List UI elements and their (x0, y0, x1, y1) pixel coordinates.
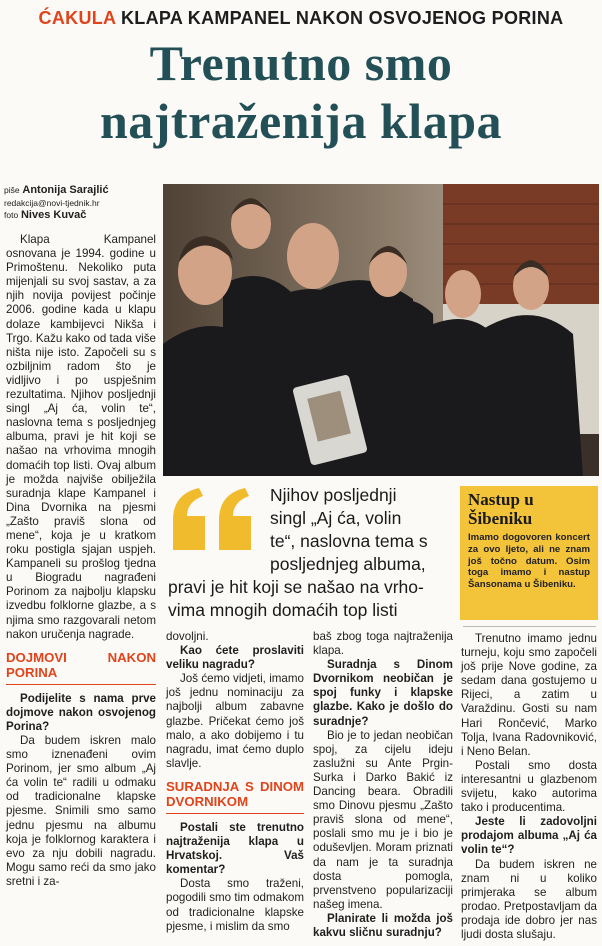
divider (463, 626, 596, 627)
kicker-section: ĆAKULA (38, 8, 116, 28)
question-3: Postali ste trenutno najtraženija klapa u Hrvatskoj. Vaš komentar? (166, 820, 304, 877)
byline: piše Antonija Sarajlić redakcija@novi-tjednik.hr foto Nives Kuvač (4, 184, 162, 222)
headline-line2: najtraženija klapa (99, 93, 503, 149)
pullquote-right: Njihov posljednji singl „Aj ća, volin te“, naslovna tema s posljednjeg albuma, (270, 485, 428, 574)
kicker (0, 8, 602, 29)
question-1: Podijelite s nama prve dojmove nakon osvojenog Porina? (6, 691, 156, 733)
author-email: redakcija@novi-tjednik.hr (4, 198, 100, 208)
subhead-dojmovi: DOJMOVI NAKON PORINA (6, 650, 156, 685)
headline-line1: Trenutno smo (149, 35, 453, 91)
headline (0, 34, 602, 150)
author-name: Antonija Sarajlić (22, 184, 109, 196)
kicker-topic: KLAPA KAMPANEL NAKON OSVOJENOG PORINA (120, 8, 564, 28)
answer-2: Još ćemo vidjeti, imamo još jednu nominaciju za najbolji album zabavne glazbe. Pričekat ćemo još malo, a ako dobijemo i tu nagradu, imat ćemo duplo slavlje. (166, 672, 304, 770)
answer-4: Bio je to jedan neobičan spoj, za cijelu ideju zaslužni su Ante Prgin-Surka i Darko Bakić iz Dancing beara. Obradili smo Dinovu pjesmu „Zašto praviš slona od mene“, poslali smo mu je i bio je oduševljen. Moram priznati da nam je ta suradnja dosta pomogla, prvenstveno popularizaciji našeg imena. (313, 728, 453, 911)
sidebar-text: Imamo dogovoren koncert za ovo ljeto, ali ne znam još točno datum. Osim toga imamo i nastup Šansonama u Šibeniku. (468, 532, 590, 591)
answer-5: Trenutno imamo jednu turneju, koju smo započeli još prije Nove godine, za sedam dana gostujemo u Rijeci, a zatim u Varaždinu. Gosti su nam Hari Rončević, Marko Tolja, Ivana Radovniković, i Neno Belan. (461, 632, 597, 758)
pullquote-full: pravi je hit koji se našao na vrho- vima mnogih domaćih top listi (168, 577, 424, 620)
column-4 (461, 632, 597, 942)
column-2: dovoljni. Kao ćete proslaviti veliku nagradu? Još ćemo vidjeti, imamo još jednu nominaciju za najbolji album zabavne glazbe. Pričekat ćemo još malo, a ako dobijemo i tu nagradu, imat ćemo duplo slavlje. SURADNJA S DINOM DVORNIKOM Postali ste trenutno najtraženija klapa u Hrvatskoj. Vaš komentar? Dosta smo traženi, pogodili smo tim odmakom od tradicionalne klapske pjesme, i mislim da smo (166, 630, 304, 933)
answer-6: Da budem iskren ne znam ni u koliko primjeraka se album prodao. Pretpostavljam da prodaja ide dobro jer nas ljudi dosta slušaju. (461, 857, 597, 941)
question-4: Suradnja s Dinom Dvornikom neobičan je spoj funky i klapske glazbe. Kako je došlo do suradnje? (313, 658, 453, 728)
column-1 (6, 233, 156, 889)
column-3: baš zbog toga najtraženija klapa. Suradnja s Dinom Dvornikom neobičan je spoj funky i klapske glazbe. Kako je došlo do suradnje? Bio je to jedan neobičan spoj, za cijelu ideju zaslužni su Ante Prgin-Surka i Darko Bakić iz Dancing beara. Obradili smo Dinovu pjesmu „Zašto praviš slona od mene“, poslali smo mu je i bio je oduševljen. Moram priznati da nam je ta suradnja dosta pomogla, prvenstveno popularizaciji našeg imena. Planirate li možda još kakvu sličnu suradnju? (313, 630, 453, 939)
answer-3: Dosta smo traženi, pogodili smo tim odmakom od tradicionalne klapske pjesme, i mislim da smo (166, 877, 304, 933)
question-5: Planirate li možda još kakvu sličnu suradnju? (313, 911, 453, 939)
photographer-name: Nives Kuvač (20, 209, 87, 221)
subhead-suradnja: SURADNJA S DINOM DVORNIKOM (166, 779, 304, 814)
quote-icon (169, 486, 261, 556)
question-6: Jeste li zadovoljni prodajom albuma „Aj ća volin te“? (461, 815, 597, 857)
sidebar-title: Nastup u Šibeniku (468, 490, 534, 528)
group-photo (163, 184, 599, 476)
intro-paragraph: Klapa Kampanel osnovana je 1994. godine u Primoštenu. Nekoliko puta mijenjali su svoj sastav, a za njih novija povijest počinje 2006. godine kada u klapu dolaze kambijevci Nikša i Trgo. Kažu kako od tada više ništa nije isto. Započeli su s ozbiljnim radom što je vidljivo i po uspješnim rezultatima. Njihov posljednji singl „Aj ća, volin te“, naslovna tema s posljednjeg albuma, pravi je hit koji se našao na vrhovima mnogih domaćih top listi. Ovaj album je možda najviše obilježila suradnja klape Kampanel i Dina Dvornika na pjesmi „Zašto praviš slona od mene“, koja je u kratkom roku postigla sjajan uspjeh. Kampaneli su prošlog tjedna u Biogradu nagrađeni Porinom za najbolju klapsku izvedbu folklorne glazbe, a s njima smo razgovarali netom nakon uručenja nagrade. (6, 233, 156, 641)
sidebar-box (460, 486, 598, 620)
answer-1: Da budem iskren malo smo iznenađeni ovim Porinom, jer smo album „Aj ća volin te“ radili u odmaku od tradicionalne klapske pjesme. Snimili smo samo jednu pjesmu na albumu koja je folklornog karaktera i evo za nju dobili nagradu. Mogu samo reći da smo jako sretni i za- (6, 734, 156, 888)
question-2: Kao ćete proslaviti veliku nagradu? (166, 644, 304, 672)
answer-5b: Postali smo dosta interesantni u glazbenom svijetu, kako autorima tako i producentima. (461, 758, 597, 815)
